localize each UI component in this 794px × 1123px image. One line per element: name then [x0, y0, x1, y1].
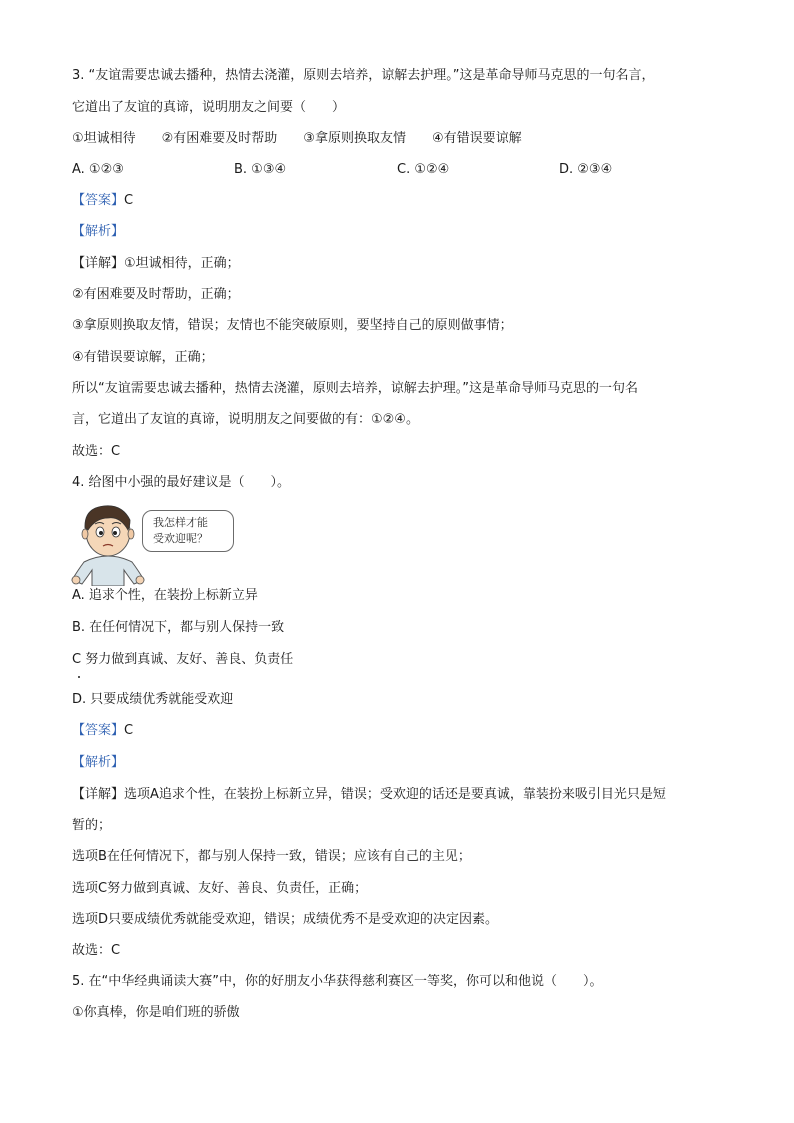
q4-stem: 4. 给图中小强的最好建议是（ ）。	[72, 475, 291, 490]
answer-value: C	[124, 723, 134, 738]
q3-detail-line6: 言，它道出了友谊的真谛，说明朋友之间要做的有：①②④。	[72, 412, 419, 427]
q3-option-a: A. ①②③	[72, 162, 124, 177]
q4-option-a: A. 追求个性，在装扮上标新立异	[72, 588, 258, 603]
q3-analysis-line	[72, 222, 124, 242]
q3-option-c: C. ①②④	[397, 162, 450, 177]
bubble-line1: 我怎样才能	[153, 516, 208, 529]
q5-stem: 5. 在“中华经典诵读大赛”中，你的好朋友小华获得慈利赛区一等奖，你可以和他说（ ）。	[72, 974, 603, 989]
detail-text: ①坦诚相待，正确；	[124, 256, 240, 271]
detail-tag: 【详解】	[72, 256, 125, 271]
q4-detail-line1	[72, 785, 666, 805]
q3-choose: 故选：C	[72, 444, 121, 459]
detail-text: 选项A追求个性，在装扮上标新立异，错误；受欢迎的话还是要真诚，靠装扮来吸引目光只是短	[124, 787, 666, 802]
answer-value: C	[124, 193, 134, 208]
detail-tag: 【详解】	[72, 787, 125, 802]
answer-tag: 【答案】	[72, 193, 125, 208]
q4-analysis-line	[72, 753, 124, 773]
q3-stem-line1: 3. “友谊需要忠诚去播种，热情去浇灌，原则去培养，谅解去护理。”这是革命导师马克思的一句名言，	[72, 68, 655, 83]
q4-detail-line3: 选项B在任何情况下，都与别人保持一致，错误；应该有自己的主见；	[72, 849, 471, 864]
bubble-line2: 受欢迎呢？	[153, 532, 208, 545]
answer-tag: 【答案】	[72, 723, 125, 738]
q3-detail-line5: 所以“友谊需要忠诚去播种，热情去浇灌，原则去培养，谅解去护理。”这是革命导师马克思的一句名	[72, 381, 638, 396]
q3-answer-line	[72, 191, 133, 211]
q3-detail-line1	[72, 254, 240, 274]
q4-option-d: D. 只要成绩优秀就能受欢迎	[72, 692, 234, 707]
q3-detail-line4: ④有错误要谅解，正确；	[72, 350, 214, 365]
speech-bubble	[142, 510, 234, 552]
q3-option-b: B. ①③④	[234, 162, 287, 177]
q3-detail-line2: ②有困难要及时帮助，正确；	[72, 287, 240, 302]
q4-detail-line2: 暂的；	[72, 818, 112, 833]
q4-detail-line5: 选项D只要成绩优秀就能受欢迎，错误；成绩优秀不是受欢迎的决定因素。	[72, 912, 499, 927]
q3-option-d: D. ②③④	[559, 162, 613, 177]
q3-stem-line2: 它道出了友谊的真谛，说明朋友之间要（ ）	[72, 100, 346, 115]
stray-dot	[78, 676, 80, 678]
analysis-tag: 【解析】	[72, 224, 125, 239]
q4-detail-line4: 选项C努力做到真诚、友好、善良、负责任，正确；	[72, 881, 368, 896]
analysis-tag: 【解析】	[72, 755, 125, 770]
cartoon-figure	[70, 500, 240, 586]
q5-item1: ①你真棒，你是咱们班的骄傲	[72, 1005, 240, 1020]
q3-items: ①坦诚相待 ②有困难要及时帮助 ③拿原则换取友情 ④有错误要谅解	[72, 131, 522, 146]
q4-option-b: B. 在任何情况下，都与别人保持一致	[72, 620, 285, 635]
q3-detail-line3: ③拿原则换取友情，错误；友情也不能突破原则，要坚持自己的原则做事情；	[72, 318, 513, 333]
q4-option-c: C 努力做到真诚、友好、善良、负责任	[72, 652, 294, 667]
q4-answer-line	[72, 721, 133, 741]
boy-illustration	[70, 500, 150, 586]
q4-choose: 故选：C	[72, 943, 121, 958]
